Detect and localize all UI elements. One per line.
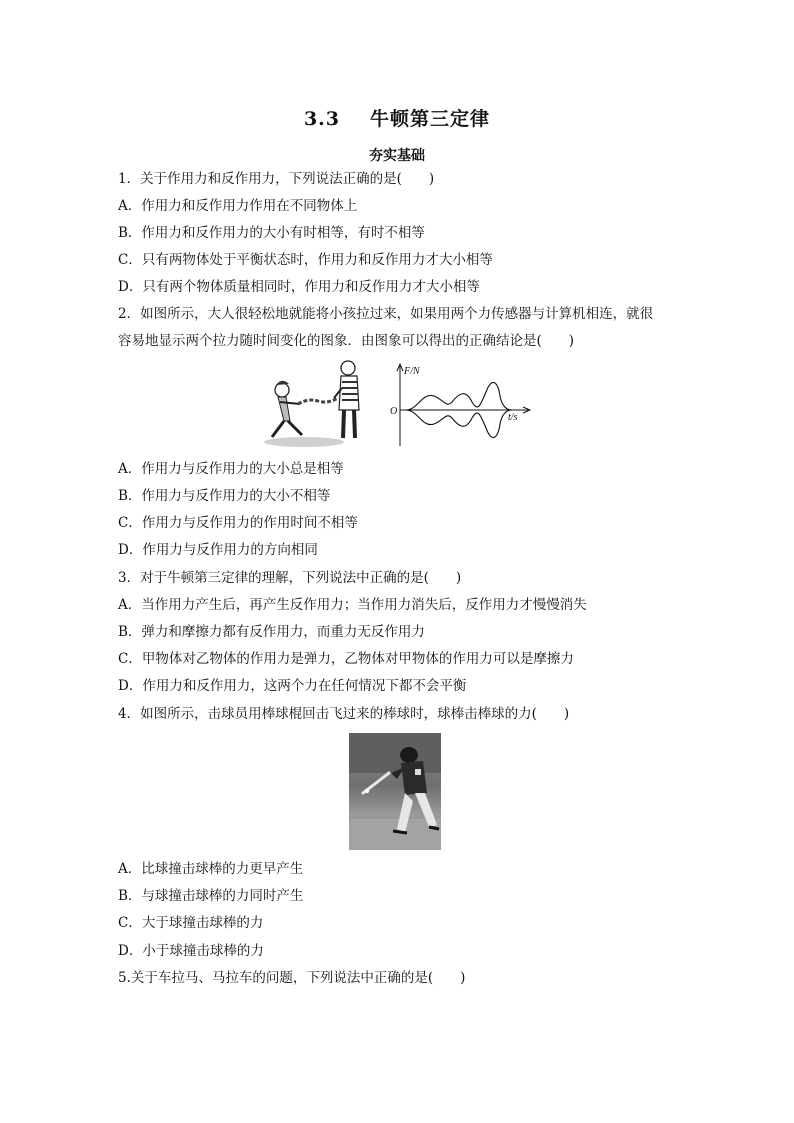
q1-option-c: C．只有两物体处于平衡状态时，作用力和反作用力才大小相等 bbox=[118, 252, 493, 268]
q2-stem-line2: 容易地显示两个拉力随时间变化的图象．由图象可以得出的正确结论是( ) bbox=[118, 333, 575, 349]
q3-stem: 3．对于牛顿第三定律的理解，下列说法中正确的是( ) bbox=[118, 570, 462, 586]
section-title: 牛顿第三定律 bbox=[370, 108, 491, 130]
force-time-graph bbox=[388, 362, 534, 448]
force-curve-lower bbox=[406, 410, 512, 438]
page-title bbox=[0, 104, 794, 131]
q3-option-c: C．甲物体对乙物体的作用力是弹力，乙物体对甲物体的作用力可以是摩擦力 bbox=[118, 651, 574, 667]
q2-option-b: B．作用力与反作用力的大小不相等 bbox=[118, 488, 331, 504]
q4-stem: 4．如图所示，击球员用棒球棍回击飞过来的棒球时，球棒击棒球的力( ) bbox=[118, 706, 570, 722]
q5-stem: 5.关于车拉马、马拉车的问题，下列说法中正确的是( ) bbox=[118, 970, 466, 986]
q4-option-a: A．比球撞击球棒的力更早产生 bbox=[118, 861, 304, 877]
tug-of-war-illustration bbox=[262, 358, 382, 450]
q3-option-d: D．作用力和反作用力，这两个力在任何情况下都不会平衡 bbox=[118, 678, 467, 694]
q1-stem: 1．关于作用力和反作用力，下列说法正确的是( ) bbox=[118, 171, 435, 187]
q2-stem-line1: 2．如图所示，大人很轻松地就能将小孩拉过来，如果用两个力传感器与计算机相连，就很 bbox=[118, 306, 654, 322]
q3-option-a: A．当作用力产生后，再产生反作用力；当作用力消失后，反作用力才慢慢消失 bbox=[118, 597, 587, 613]
q1-option-b: B．作用力和反作用力的大小有时相等，有时不相等 bbox=[118, 225, 425, 241]
section-heading: 夯实基础 bbox=[369, 148, 425, 164]
q1-option-a: A．作用力和反作用力作用在不同物体上 bbox=[118, 198, 358, 214]
x-axis-label: t/s bbox=[508, 412, 518, 423]
q2-option-c: C．作用力与反作用力的作用时间不相等 bbox=[118, 515, 358, 531]
q4-option-d: D．小于球撞击球棒的力 bbox=[118, 943, 264, 959]
origin-label: O bbox=[390, 406, 398, 417]
baseball-batter-photo bbox=[349, 733, 441, 850]
q3-option-b: B．弹力和摩擦力都有反作用力，而重力无反作用力 bbox=[118, 624, 425, 640]
q4-option-c: C．大于球撞击球棒的力 bbox=[118, 915, 264, 931]
q1-option-d: D．只有两个物体质量相同时，作用力和反作用力才大小相等 bbox=[118, 279, 480, 295]
y-axis-label: F/N bbox=[404, 366, 420, 377]
batter-silhouette bbox=[349, 733, 441, 850]
section-number: 3.3 bbox=[303, 108, 341, 130]
q2-option-d: D．作用力与反作用力的方向相同 bbox=[118, 542, 318, 558]
q4-option-b: B．与球撞击球棒的力同时产生 bbox=[118, 888, 304, 904]
q2-option-a: A．作用力与反作用力的大小总是相等 bbox=[118, 461, 344, 477]
force-curve-upper bbox=[406, 382, 512, 410]
